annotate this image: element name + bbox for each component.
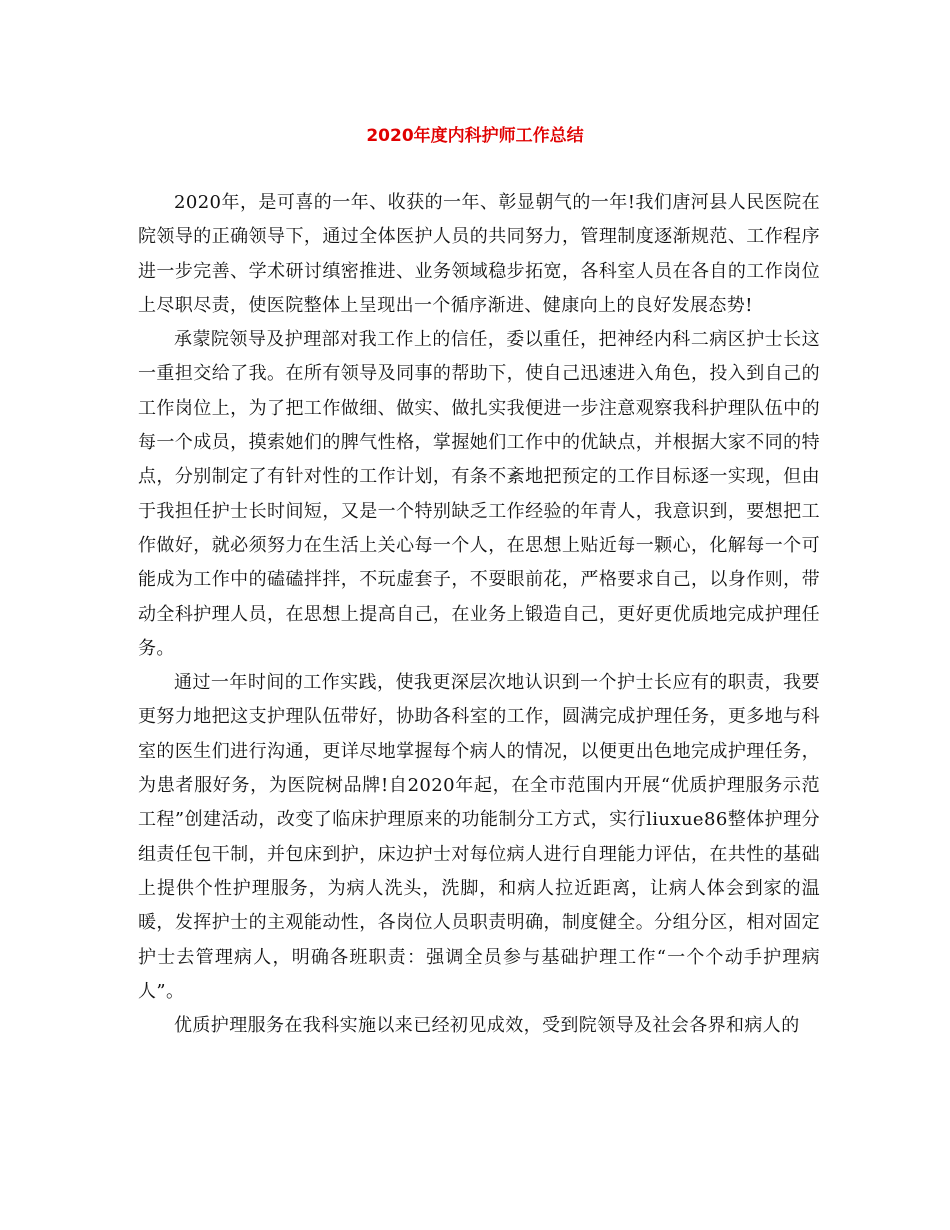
paragraph-1: 2020年，是可喜的一年、收获的一年、彰显朝气的一年!我们唐河县人民医院在院领导的正确领导下，通过全体医护人员的共同努力，管理制度逐渐规范、工作程序进一步完善、学术研讨缜密推进、业务领域稳步拓宽，各科室人员在各自的工作岗位上尽职尽责，使医院整体上呈现出一个循序渐进、健康向上的良好发展态势!	[138, 192, 820, 316]
paragraph-4: 优质护理服务在我科实施以来已经初见成效，受到院领导及社会各界和病人的	[174, 1015, 800, 1037]
document-title: 2020年度内科护师工作总结	[366, 126, 584, 146]
paragraph-3: 通过一年时间的工作实践，使我更深层次地认识到一个护士长应有的职责，我要更努力地把这支护理队伍带好，协助各科室的工作，圆满完成护理任务，更多地与科室的医生们进行沟通，更详尽地掌握每个病人的情况，以便更出色地完成护理任务，为患者服好务，为医院树品牌!自2020年起，在全市范围内开展“优质护理服务示范工程”创建活动，改变了临床护理原来的功能制分工方式，实行liuxue86整体护理分组责任包干制，并包床到护，床边护士对每位病人进行自理能力评估，在共性的基础上提供个性护理服务，为病人洗头，洗脚，和病人拉近距离，让病人体会到家的温暖，发挥护士的主观能动性，各岗位人员职责明确，制度健全。分组分区，相对固定护士去管理病人，明确各班职责：强调全员参与基础护理工作“一个个动手护理病人”。	[138, 672, 820, 1002]
document-body	[138, 186, 820, 1043]
paragraph-2: 承蒙院领导及护理部对我工作上的信任，委以重任，把神经内科二病区护士长这一重担交给了我。在所有领导及同事的帮助下，使自己迅速进入角色，投入到自己的工作岗位上，为了把工作做细、做实、做扎实我便进一步注意观察我科护理队伍中的每一个成员，摸索她们的脾气性格，掌握她们工作中的优缺点，并根据大家不同的特点，分别制定了有针对性的工作计划，有条不紊地把预定的工作目标逐一实现，但由于我担任护士长时间短，又是一个特别缺乏工作经验的年青人，我意识到，要想把工作做好，就必须努力在生活上关心每一个人，在思想上贴近每一颗心，化解每一个可能成为工作中的磕磕拌拌，不玩虚套子，不耍眼前花，严格要求自己，以身作则，带动全科护理人员，在思想上提高自己，在业务上锻造自己，更好更优质地完成护理任务。	[138, 329, 820, 659]
